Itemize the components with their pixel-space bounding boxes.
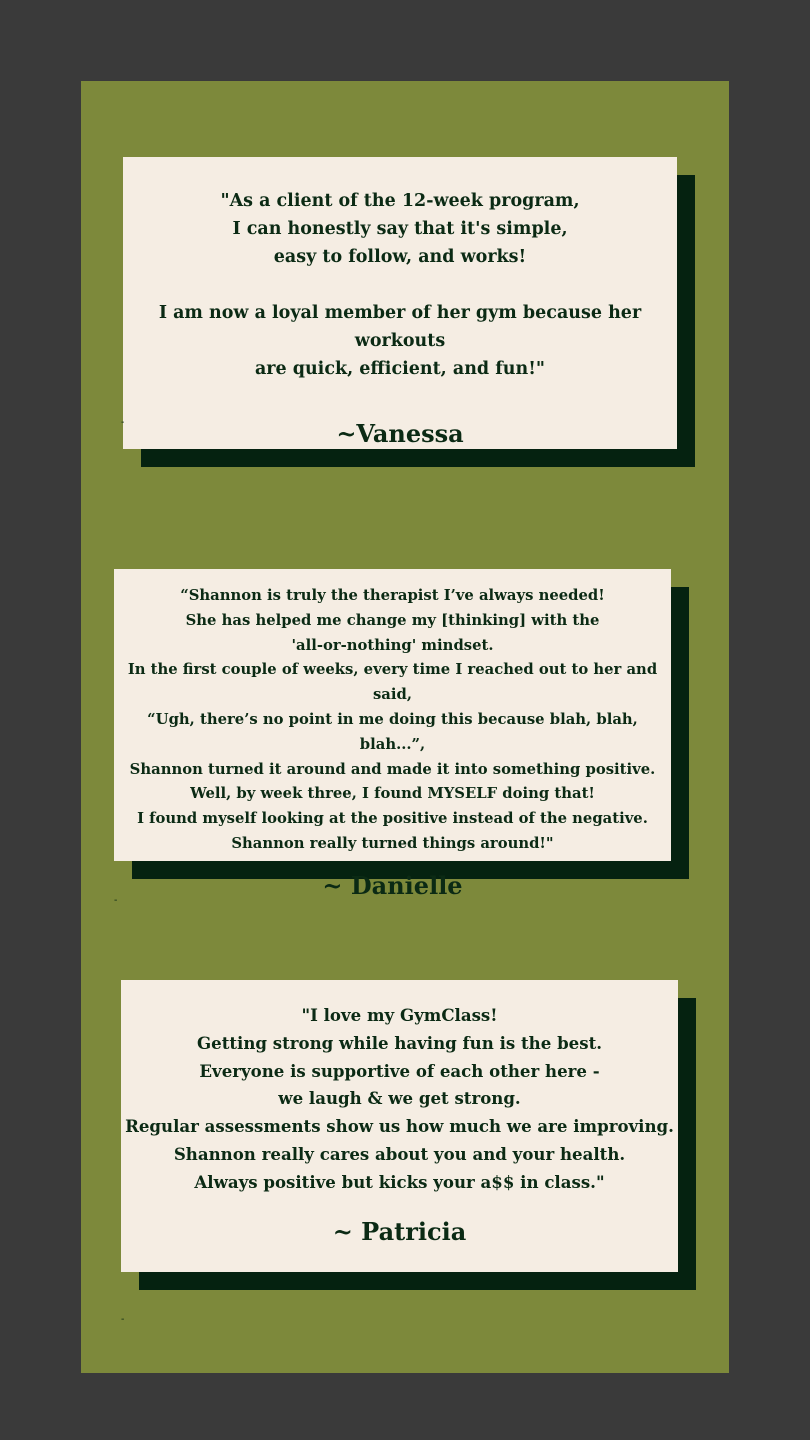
testimonial-author: ~ Patricia — [332, 1216, 467, 1246]
testimonial-card-patricia — [121, 980, 678, 1272]
dash-mark: - — [121, 1314, 125, 1325]
testimonial-quote: "As a client of the 12-week program, I can honestly say that it's simple, easy to follow, and works! I am now a loyal member of her gym because her workouts are quick, efficient, and fun!" — [158, 191, 642, 379]
testimonial-quote: "I love my GymClass! Getting strong while having fun is the best. Everyone is supportive of each other here - we laugh & we get strong. Regular assessments show us how much we are improving. Shannon really cares about you and your health. Always positive but kicks your a$$ in class." — [125, 1005, 674, 1192]
testimonial-card-vanessa — [123, 157, 677, 449]
testimonial-card-danielle — [114, 569, 671, 900]
testimonial-author: ~ Danielle — [322, 870, 463, 900]
testimonial-author: ~Vanessa — [336, 419, 464, 448]
testimonial-quote: “Shannon is truly the therapist I’ve always needed! She has helped me change my [thinking] with the 'all-or-nothing' mindset. In the first couple of weeks, every time I reached out to her and said, “Ugh, there’s no point in me doing this because blah, blah, blah...”, Shannon turned it around and made it into something positive. Well, by week three, I found MYSELF doing that! I found myself looking at the positive instead of the negative. Shannon really turned things around!" — [127, 587, 658, 852]
dash-mark: - — [114, 895, 118, 906]
dash-mark: - — [121, 417, 125, 428]
